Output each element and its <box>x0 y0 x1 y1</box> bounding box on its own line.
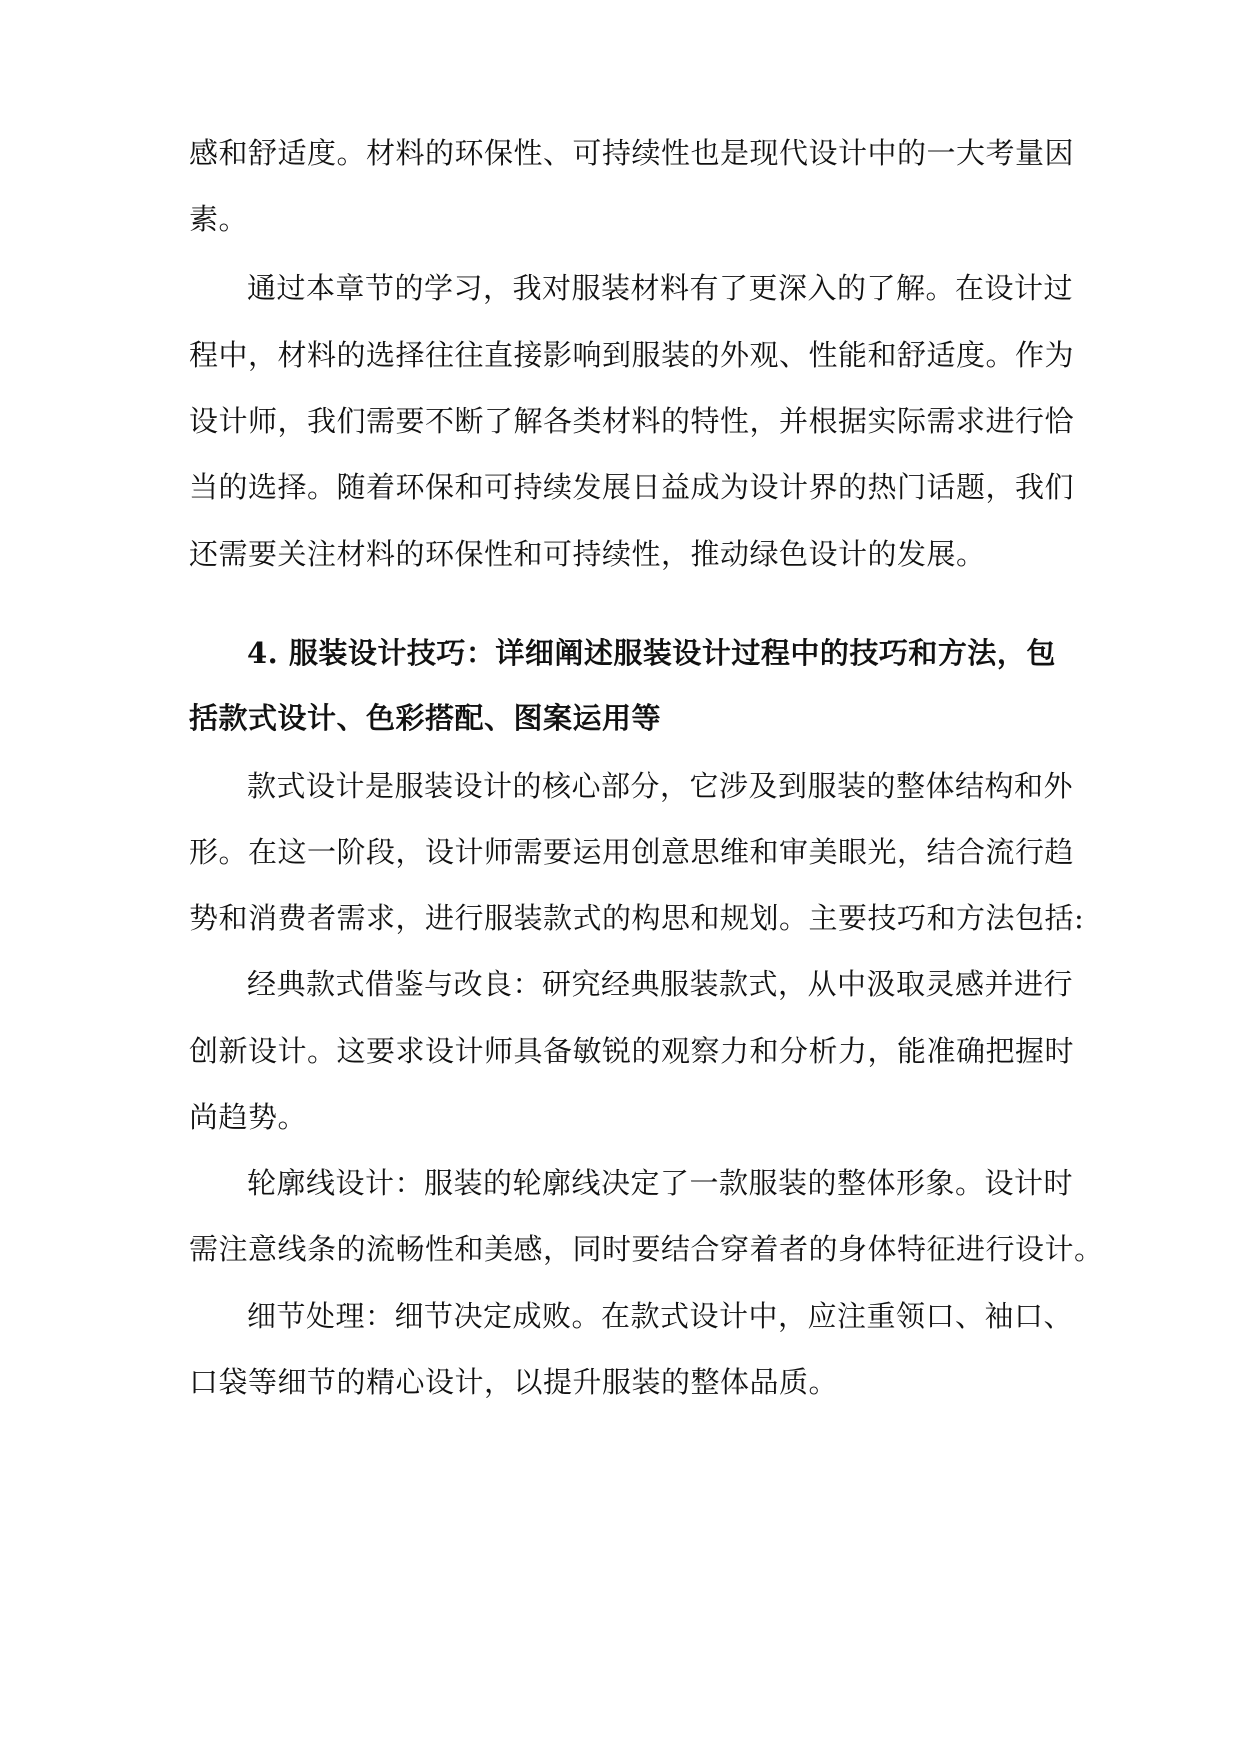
para-6-line-1: 细节处理：细节决定成败。在款式设计中，应注重领口、袖口、 <box>247 1299 1074 1333</box>
section-heading-line-2: 括款式设计、色彩搭配、图案运用等 <box>189 701 662 735</box>
para-2-line-1: 通过本章节的学习，我对服装材料有了更深入的了解。在设计过 <box>247 271 1074 305</box>
para-2-line-4: 当的选择。随着环保和可持续发展日益成为设计界的热门话题，我们 <box>189 470 1075 504</box>
para-2-line-3: 设计师，我们需要不断了解各类材料的特性，并根据实际需求进行恰 <box>189 404 1075 438</box>
section-heading-line-1: 4. 服装设计技巧：详细阐述服装设计过程中的技巧和方法，包 <box>247 636 1056 670</box>
para-5-line-1: 轮廓线设计：服装的轮廓线决定了一款服装的整体形象。设计时 <box>247 1166 1074 1200</box>
para-2-line-5: 还需要关注材料的环保性和可持续性，推动绿色设计的发展。 <box>189 537 986 571</box>
para-3-line-2: 形。在这一阶段，设计师需要运用创意思维和审美眼光，结合流行趋 <box>189 835 1075 869</box>
para-1-line-2: 素。 <box>189 202 249 236</box>
para-4-line-1: 经典款式借鉴与改良：研究经典服装款式，从中汲取灵感并进行 <box>247 967 1074 1001</box>
para-3-line-3: 势和消费者需求，进行服装款式的构思和规划。主要技巧和方法包括: <box>189 901 1085 935</box>
para-3-line-1: 款式设计是服装设计的核心部分，它涉及到服装的整体结构和外 <box>247 769 1074 803</box>
para-5-line-2: 需注意线条的流畅性和美感，同时要结合穿着者的身体特征进行设计。 <box>189 1232 1104 1266</box>
para-1-line-1: 感和舒适度。材料的环保性、可持续性也是现代设计中的一大考量因 <box>189 136 1075 170</box>
para-4-line-3: 尚趋势。 <box>189 1100 308 1134</box>
para-4-line-2: 创新设计。这要求设计师具备敏锐的观察力和分析力，能准确把握时 <box>189 1034 1075 1068</box>
para-6-line-2: 口袋等细节的精心设计，以提升服装的整体品质。 <box>189 1365 839 1399</box>
para-2-line-2: 程中，材料的选择往往直接影响到服装的外观、性能和舒适度。作为 <box>189 338 1075 372</box>
